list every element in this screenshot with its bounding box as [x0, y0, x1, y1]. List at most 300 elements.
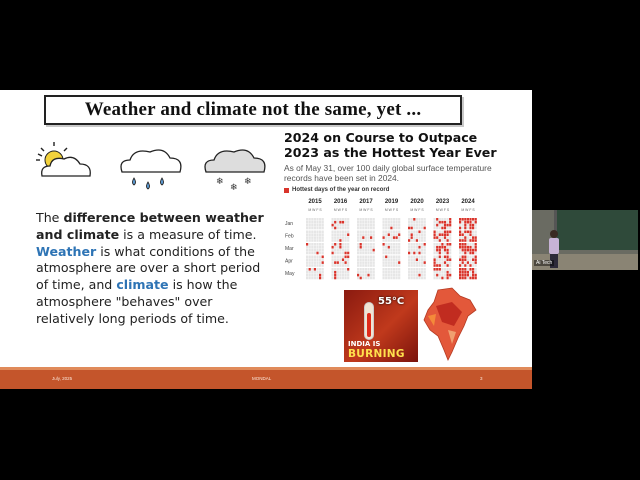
day-cell	[416, 231, 418, 234]
day-cell	[436, 252, 438, 255]
day-cell	[385, 268, 387, 271]
record-day-cell	[319, 274, 321, 277]
record-day-cell	[441, 246, 443, 249]
day-cell	[365, 233, 367, 236]
body-paragraph	[36, 210, 274, 328]
webcam-thumbnail[interactable]	[532, 210, 638, 270]
svg-text:❄: ❄	[230, 183, 238, 193]
record-day-cell	[342, 258, 344, 261]
day-cell	[337, 249, 339, 252]
day-cell	[322, 239, 324, 242]
day-cell	[339, 274, 341, 277]
day-cell	[345, 264, 347, 267]
day-cell	[342, 277, 344, 280]
day-cell	[314, 233, 316, 236]
record-day-cell	[408, 227, 410, 230]
day-cell	[365, 239, 367, 242]
day-cell	[418, 271, 420, 274]
record-day-cell	[334, 227, 336, 230]
record-day-cell	[332, 252, 334, 255]
day-cell	[421, 256, 423, 259]
day-cell	[388, 274, 390, 277]
day-cell	[418, 243, 420, 246]
record-day-cell	[459, 243, 461, 246]
record-day-cell	[413, 218, 415, 221]
day-cell	[347, 221, 349, 224]
record-day-cell	[449, 224, 451, 227]
day-cell	[390, 258, 392, 261]
day-cell	[339, 261, 341, 264]
day-cell	[411, 271, 413, 274]
day-cell	[342, 264, 344, 267]
record-day-cell	[449, 274, 451, 277]
day-cell	[332, 221, 334, 224]
day-cell	[311, 236, 313, 239]
record-day-cell	[383, 236, 385, 239]
day-cell	[345, 224, 347, 227]
day-cell	[388, 224, 390, 227]
day-cell	[306, 264, 308, 267]
record-day-cell	[475, 221, 477, 224]
day-cell	[314, 274, 316, 277]
day-cell	[316, 261, 318, 264]
day-cell	[362, 246, 364, 249]
day-cell	[309, 236, 311, 239]
day-cell	[416, 227, 418, 230]
day-cell	[367, 246, 369, 249]
record-day-cell	[469, 268, 471, 271]
day-cell	[347, 277, 349, 280]
day-cell	[408, 264, 410, 267]
thermometer-icon	[364, 302, 374, 340]
calendar-grid	[284, 196, 506, 286]
weekday-header: M W F S	[308, 208, 322, 212]
day-cell	[339, 258, 341, 261]
record-day-cell	[447, 233, 449, 236]
graphic-headline-line2: 2023 as the Hottest Year Ever	[284, 145, 497, 160]
day-cell	[449, 264, 451, 267]
day-cell	[367, 252, 369, 255]
day-cell	[421, 249, 423, 252]
day-cell	[339, 249, 341, 252]
day-cell	[337, 227, 339, 230]
record-day-cell	[464, 258, 466, 261]
record-day-cell	[459, 221, 461, 224]
day-cell	[413, 221, 415, 224]
record-day-cell	[472, 252, 474, 255]
day-cell	[467, 277, 469, 280]
day-cell	[385, 264, 387, 267]
record-day-cell	[439, 268, 441, 271]
webcam-name-label: Ai Tech	[536, 260, 553, 266]
day-cell	[390, 221, 392, 224]
record-day-cell	[447, 277, 449, 280]
record-day-cell	[444, 227, 446, 230]
day-cell	[436, 243, 438, 246]
record-day-cell	[439, 249, 441, 252]
day-cell	[439, 274, 441, 277]
record-day-cell	[475, 277, 477, 280]
day-cell	[311, 274, 313, 277]
record-day-cell	[475, 256, 477, 259]
day-cell	[469, 274, 471, 277]
day-cell	[424, 264, 426, 267]
record-day-cell	[418, 274, 420, 277]
day-cell	[357, 239, 359, 242]
record-day-cell	[360, 243, 362, 246]
day-cell	[370, 231, 372, 234]
day-cell	[444, 271, 446, 274]
day-cell	[421, 243, 423, 246]
record-day-cell	[434, 258, 436, 261]
record-day-cell	[469, 218, 471, 221]
record-day-cell	[449, 231, 451, 234]
day-cell	[398, 243, 400, 246]
record-day-cell	[444, 231, 446, 234]
day-cell	[396, 243, 398, 246]
record-day-cell	[444, 246, 446, 249]
day-cell	[334, 239, 336, 242]
day-cell	[467, 264, 469, 267]
day-cell	[413, 277, 415, 280]
day-cell	[373, 268, 375, 271]
day-cell	[306, 246, 308, 249]
climate-term: climate	[116, 277, 169, 293]
day-cell	[332, 236, 334, 239]
year-label: 2023	[435, 199, 450, 205]
day-cell	[411, 261, 413, 264]
day-cell	[342, 243, 344, 246]
record-day-cell	[347, 252, 349, 255]
day-cell	[319, 233, 321, 236]
day-cell	[311, 258, 313, 261]
day-cell	[339, 268, 341, 271]
day-cell	[398, 271, 400, 274]
day-cell	[418, 218, 420, 221]
record-day-cell	[462, 246, 464, 249]
day-cell	[365, 258, 367, 261]
day-cell	[367, 221, 369, 224]
day-cell	[370, 268, 372, 271]
day-cell	[373, 224, 375, 227]
record-day-cell	[411, 227, 413, 230]
record-day-cell	[309, 268, 311, 271]
day-cell	[398, 258, 400, 261]
record-day-cell	[475, 246, 477, 249]
day-cell	[311, 227, 313, 230]
day-cell	[370, 256, 372, 259]
day-cell	[441, 252, 443, 255]
record-day-cell	[449, 258, 451, 261]
day-cell	[413, 264, 415, 267]
record-day-cell	[342, 221, 344, 224]
day-cell	[388, 239, 390, 242]
day-cell	[449, 261, 451, 264]
day-cell	[444, 274, 446, 277]
day-cell	[413, 236, 415, 239]
day-cell	[393, 224, 395, 227]
body-text-1: The	[36, 210, 64, 225]
day-cell	[390, 224, 392, 227]
day-cell	[316, 221, 318, 224]
record-day-cell	[347, 256, 349, 259]
day-cell	[332, 264, 334, 267]
day-cell	[345, 236, 347, 239]
day-cell	[418, 221, 420, 224]
day-cell	[393, 256, 395, 259]
day-cell	[337, 233, 339, 236]
day-cell	[424, 271, 426, 274]
record-day-cell	[462, 271, 464, 274]
day-cell	[393, 274, 395, 277]
day-cell	[418, 264, 420, 267]
record-day-cell	[424, 243, 426, 246]
record-day-cell	[462, 258, 464, 261]
day-cell	[396, 218, 398, 221]
day-cell	[362, 264, 364, 267]
record-day-cell	[469, 231, 471, 234]
day-cell	[322, 243, 324, 246]
day-cell	[339, 227, 341, 230]
record-day-cell	[459, 277, 461, 280]
day-cell	[424, 246, 426, 249]
day-cell	[362, 274, 364, 277]
day-cell	[345, 221, 347, 224]
month-label: Jan	[285, 221, 294, 227]
day-cell	[449, 268, 451, 271]
day-cell	[424, 252, 426, 255]
day-cell	[332, 243, 334, 246]
day-cell	[434, 239, 436, 242]
record-day-cell	[319, 277, 321, 280]
day-cell	[434, 218, 436, 221]
day-cell	[347, 258, 349, 261]
day-cell	[439, 258, 441, 261]
day-cell	[411, 268, 413, 271]
day-cell	[408, 249, 410, 252]
day-cell	[339, 233, 341, 236]
day-cell	[342, 268, 344, 271]
record-day-cell	[459, 218, 461, 221]
record-day-cell	[459, 246, 461, 249]
record-day-cell	[462, 261, 464, 264]
record-day-cell	[464, 231, 466, 234]
day-cell	[449, 252, 451, 255]
day-cell	[449, 271, 451, 274]
day-cell	[383, 277, 385, 280]
day-cell	[439, 218, 441, 221]
day-cell	[388, 218, 390, 221]
record-day-cell	[434, 236, 436, 239]
record-day-cell	[464, 271, 466, 274]
day-cell	[418, 236, 420, 239]
record-day-cell	[464, 227, 466, 230]
day-cell	[436, 239, 438, 242]
year-label: 2015	[308, 199, 322, 205]
record-day-cell	[447, 258, 449, 261]
day-cell	[464, 233, 466, 236]
record-day-cell	[439, 246, 441, 249]
day-cell	[398, 277, 400, 280]
day-cell	[475, 252, 477, 255]
day-cell	[316, 233, 318, 236]
day-cell	[362, 268, 364, 271]
day-cell	[441, 231, 443, 234]
day-cell	[342, 227, 344, 230]
day-cell	[314, 221, 316, 224]
day-cell	[390, 252, 392, 255]
day-cell	[398, 268, 400, 271]
day-cell	[418, 233, 420, 236]
record-day-cell	[334, 274, 336, 277]
day-cell	[316, 271, 318, 274]
day-cell	[393, 264, 395, 267]
day-cell	[416, 274, 418, 277]
record-day-cell	[475, 239, 477, 242]
day-cell	[311, 221, 313, 224]
record-day-cell	[469, 224, 471, 227]
day-cell	[467, 233, 469, 236]
day-cell	[396, 258, 398, 261]
day-cell	[421, 236, 423, 239]
day-cell	[408, 218, 410, 221]
day-cell	[342, 274, 344, 277]
day-cell	[309, 246, 311, 249]
record-day-cell	[462, 249, 464, 252]
record-day-cell	[444, 256, 446, 259]
day-cell	[322, 252, 324, 255]
record-day-cell	[469, 221, 471, 224]
day-cell	[413, 256, 415, 259]
day-cell	[314, 218, 316, 221]
day-cell	[322, 218, 324, 221]
record-day-cell	[408, 252, 410, 255]
day-cell	[319, 221, 321, 224]
day-cell	[444, 268, 446, 271]
day-cell	[316, 264, 318, 267]
record-day-cell	[469, 264, 471, 267]
day-cell	[393, 268, 395, 271]
day-cell	[388, 221, 390, 224]
day-cell	[421, 239, 423, 242]
record-day-cell	[472, 236, 474, 239]
day-cell	[370, 249, 372, 252]
record-day-cell	[472, 249, 474, 252]
day-cell	[334, 233, 336, 236]
day-cell	[316, 277, 318, 280]
day-cell	[357, 252, 359, 255]
day-cell	[367, 218, 369, 221]
record-day-cell	[334, 243, 336, 246]
day-cell	[421, 224, 423, 227]
record-day-cell	[418, 252, 420, 255]
body-text-4: is how the atmosphere "behaves" over relatively long periods of time.	[36, 277, 238, 326]
record-day-cell	[467, 261, 469, 264]
day-cell	[362, 243, 364, 246]
day-cell	[447, 221, 449, 224]
day-cell	[411, 224, 413, 227]
day-cell	[314, 277, 316, 280]
day-cell	[365, 261, 367, 264]
record-day-cell	[464, 252, 466, 255]
day-cell	[309, 258, 311, 261]
day-cell	[316, 274, 318, 277]
day-cell	[436, 261, 438, 264]
day-cell	[337, 274, 339, 277]
record-day-cell	[439, 221, 441, 224]
day-cell	[337, 224, 339, 227]
day-cell	[357, 256, 359, 259]
day-cell	[449, 246, 451, 249]
day-cell	[347, 239, 349, 242]
day-cell	[322, 221, 324, 224]
day-cell	[316, 243, 318, 246]
day-cell	[345, 218, 347, 221]
day-cell	[360, 271, 362, 274]
day-cell	[362, 239, 364, 242]
day-cell	[447, 236, 449, 239]
day-cell	[367, 258, 369, 261]
day-cell	[416, 261, 418, 264]
record-day-cell	[459, 274, 461, 277]
day-cell	[357, 221, 359, 224]
record-day-cell	[411, 233, 413, 236]
day-cell	[393, 218, 395, 221]
photo-caption-bottom: BURNING	[348, 348, 405, 360]
day-cell	[396, 261, 398, 264]
day-cell	[398, 274, 400, 277]
day-cell	[319, 236, 321, 239]
record-day-cell	[472, 239, 474, 242]
record-day-cell	[314, 268, 316, 271]
day-cell	[390, 243, 392, 246]
record-day-cell	[396, 236, 398, 239]
record-day-cell	[472, 271, 474, 274]
day-cell	[367, 231, 369, 234]
record-day-cell	[334, 221, 336, 224]
day-cell	[408, 274, 410, 277]
day-cell	[357, 271, 359, 274]
day-cell	[311, 249, 313, 252]
day-cell	[385, 236, 387, 239]
day-cell	[370, 264, 372, 267]
day-cell	[360, 239, 362, 242]
day-cell	[396, 221, 398, 224]
record-day-cell	[469, 252, 471, 255]
record-day-cell	[436, 274, 438, 277]
day-cell	[424, 233, 426, 236]
day-cell	[385, 233, 387, 236]
day-cell	[424, 256, 426, 259]
day-cell	[411, 274, 413, 277]
record-day-cell	[447, 256, 449, 259]
day-cell	[316, 258, 318, 261]
day-cell	[385, 261, 387, 264]
day-cell	[337, 252, 339, 255]
day-cell	[383, 264, 385, 267]
day-cell	[408, 271, 410, 274]
record-day-cell	[347, 233, 349, 236]
day-cell	[398, 249, 400, 252]
day-cell	[462, 231, 464, 234]
day-cell	[416, 249, 418, 252]
day-cell	[347, 236, 349, 239]
day-cell	[314, 258, 316, 261]
day-cell	[472, 233, 474, 236]
day-cell	[390, 256, 392, 259]
day-cell	[311, 252, 313, 255]
record-day-cell	[345, 261, 347, 264]
